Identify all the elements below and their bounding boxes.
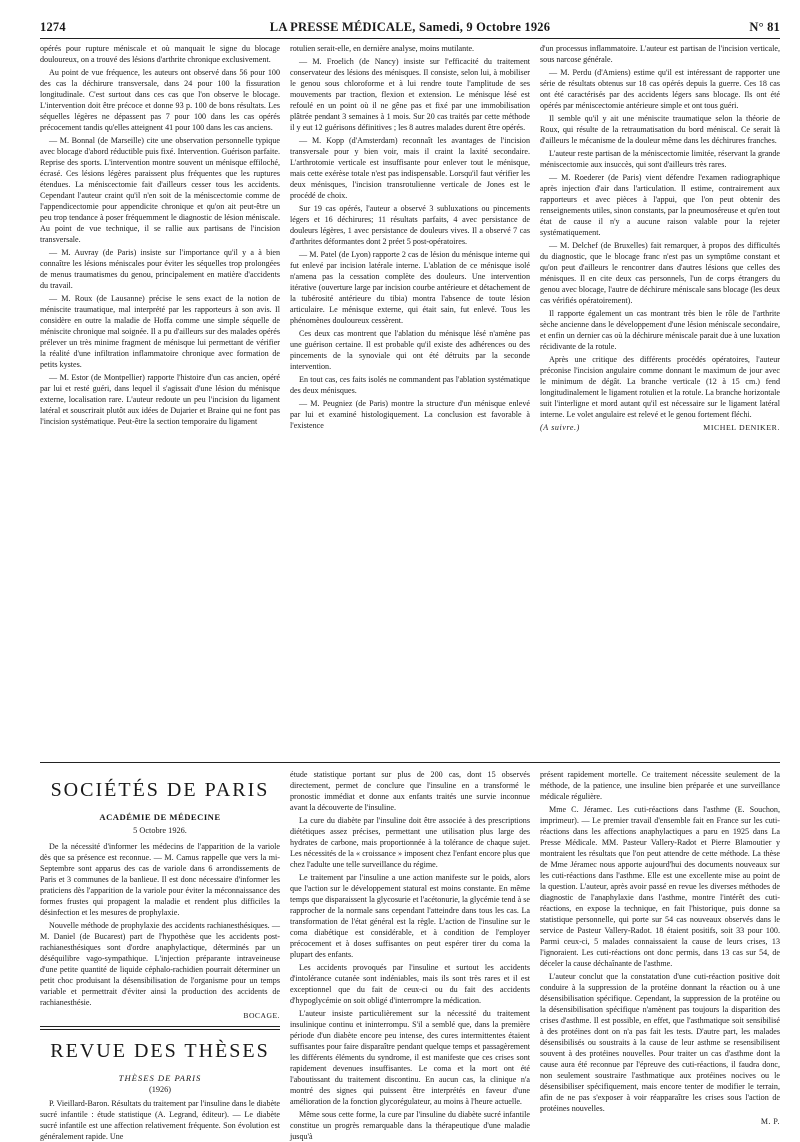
to-be-continued: (A suivre.) (540, 423, 580, 432)
paragraph: Le traitement par l'insuline a une action manifeste sur le poids, alors que l'action sur le développement statural est moins constante. En même temps que disparaissent la glycosurie et l'acétonurie, la glycémie tend à se rapprocher de la normale sans cependant l'atteindre dans tous les cas. La transformation de l'état général est la règle. L'action de l'insuline sur le coma diabétique est considérable, et à condition de l'employer précocement et à doses suffisantes on peut espérer tirer du coma la plupart des enfants. (290, 873, 530, 959)
paragraph: Nouvelle méthode de prophylaxie des accidents rachianesthésiques. — M. Daniel (de Bucarest) part de l'hypothèse que les accidents post-rachianesthésiques sont d'ordre anaphylactique, déterminés par un déséquilibre vago-sympathique. L'injection préparante intraveineuse d'une petite quantité de liquide céphalo-rachidien pourrait déterminer un petit choc produisant la désensibilisation de l'organisme pour un temps variable et permettrait d'éviter ainsi la production des accidents de rachianesthésie. (40, 921, 280, 1007)
paragraph: opérés pour rupture méniscale et où manquait le signe du blocage douloureux, on a trouvé des lésions d'arthrite chronique exclusivement. (40, 44, 280, 64)
academie-date: 5 Octobre 1926. (133, 826, 187, 835)
paragraph: L'auteur reste partisan de la méniscectomie limitée, réservant la grande méniscectomie aux insuccès, qui sont d'ailleurs très rares. (540, 149, 780, 169)
academie-signature: BOCAGE. (243, 1011, 280, 1020)
paragraph: — M. Roederer (de Paris) vient défendre l'examen radiographique après injection d'air dans l'articulation. Il estime, contrairement aux rapporteurs et avec pièces à l'appui, que l'on peut obtenir des renseignements utiles, sinon constants, par la pneumoséreuse et qu'en tout état de cause il n'y a aucune raison valable pour la rejeter systématiquement. (540, 173, 780, 237)
paragraph: La cure du diabète par l'insuline doit être associée à des prescriptions diététiques assez précises, permettant une utilisation plus large des hydrates de carbone, mais proportionnée à la tolérance de chaque sujet. Les nécessités de la « croissance » imposent chez l'enfant encore plus que chez l'adulte une telle surveillance du régime. (290, 816, 530, 869)
issue-number: N° 81 (749, 20, 780, 34)
paragraph: Il semble qu'il y ait une méniscite traumatique selon la théorie de Roux, qui résulte de la retraumatisation du bord méniscal. Ce serait là d'ailleurs le mécanisme de la douleur même dans les déchirures franches. (540, 114, 780, 145)
paragraph: P. Vieillard-Baron. Résultats du traitement par l'insuline dans le diabète sucré infantile : étude statistique (A. Legrand, éditeur). — Le diabète sucré infantile est une affection relativement fréquente. Son évolution est généralement rapide. Une (40, 1099, 280, 1141)
bottom-column-2 (290, 769, 530, 1141)
paragraph: Les accidents provoqués par l'insuline et surtout les accidents d'intolérance cutanée sont indéniables, mais ils sont très rares et il est exceptionnel que du fait de ceux-ci ou du fait des accidents d'hypoglycémie on soit obligé d'interrompre la médication. (290, 963, 530, 1005)
review-signature: M. P. (760, 1117, 780, 1126)
top-column-2 (290, 43, 530, 758)
theses-year: (1926) (148, 1085, 172, 1094)
paragraph: étude statistique portant sur plus de 200 cas, dont 15 observés directement, permet de conclure que l'insuline en a transformé le pronostic immédiat et donne aux enfants traités une survie inconnue avant la découverte de l'insuline. (290, 770, 530, 812)
paragraph: — M. Peugniez (de Paris) montre la structure d'un ménisque enlevé par lui et examiné histologiquement. La conclusion est favorable à l'existence (290, 399, 530, 430)
paragraph: — M. Perdu (d'Amiens) estime qu'il est intéressant de rapporter une série de résultats obtenus sur 18 cas opérés depuis la guerre. Ces 18 cas ont été caractérisés par des accidents légers sans blocage. Ils ont été opérés par méniscectomie antérieure simple et ont tous guéri. (540, 68, 780, 110)
bottom-section (40, 769, 780, 1141)
paragraph: — M. Roux (de Lausanne) précise le sens exact de la notion de méniscite traumatique, mal interprété par les rapporteurs à son avis. Il considère en outre la maladie de Hoffa comme une simple séquelle de méniscite chronique mal soignée. Il a pu d'ailleurs sur des malades opérés prélever un très minime fragment de ménisque lui permettant de vérifier la réalité d'une infiltration inflammatoire chronique avec formation de petits kystes. (40, 294, 280, 369)
paragraph: L'auteur conclut que la constatation d'une cuti-réaction positive doit conduire à la suppression de la protéine donnant la réaction ou à une désensibilisation spécifique. Cependant, la suppression de la protéine ou la désensibilisation spécifique n'amènent pas toujours la disparition des crises d'asthme. Il est possible, en effet, que l'asthmatique soit sensibilisé à des protéines dont on n'a pas fait les tests. D'autre part, les malades désensibilisés ou soustraits à la cause de leur asthme se resensibilisent souvent à des protéines nouvelles. Pour traiter un cas d'asthme dont la cause aura été reconnue par l'épreuve des cuti-réactions, il faudra donc, non seulement soustraire l'asthmatique aux protéines nocives ou le désensibiliser spécifiquement, mais encore tenter de modifier le terrain, afin de ne pas s'exposer à voir réapparaître les crises sous l'action de protéines nouvelles. (540, 972, 780, 1113)
revue-title: REVUE DES THÈSES (50, 1040, 270, 1062)
paragraph: — M. Bonnal (de Marseille) cite une observation personnelle typique avec blocage d'abord réductible puis fixé. Intervention. Guérison parfaite. Reprise des sports. L'intervention montre souvent un ménisque effiloché, écrasé. Ces lésions légères paraissent plus fréquentes que les ruptures étendues. La méniscectomie fait d'ailleurs cesser tous les accidents. Cependant l'auteur craint qu'il n'en soit de la méniscectomie comme de l'appendicectomie pour appendicite chronique et qu'on ait peut-être un peu trop tendance à poser fréquemment le diagnostic de lésion méniscale. Au point de vue technique, il se rallie aux partisans de l'incision transversale. (40, 136, 280, 244)
paragraph: — M. Auvray (de Paris) insiste sur l'importance qu'il y a à bien connaître les lésions méniscales pour éviter les séquelles trop prolongées de menus traumatismes du genou, principalement en matière d'accidents du travail. (40, 248, 280, 290)
paragraph: L'auteur insiste particulièrement sur la nécessité du traitement insulinique continu et ininterrompu. S'il a semblé que, dans la première période d'un diabète encore peu intense, des cures intermittentes étaient suffisantes pour faire disparaître pendant quelque temps et passagèrement les différents éléments du syndrome, il est manifeste que ces crises sont rapidement devenues insuffisantes. Le coma et la mort ont été l'aboutissant du traitement discontinu. En aucun cas, la clinique n'a montré des signes qui puissent être interprétés en faveur d'une amélioration de la fonction glycorégulateur, au moins à l'heure actuelle. (290, 1009, 530, 1106)
journal-title: LA PRESSE MÉDICALE, Samedi, 9 Octobre 1926 (269, 20, 551, 34)
bottom-column-1 (40, 769, 280, 1141)
paragraph: Ces deux cas montrent que l'ablation du ménisque lésé n'amène pas une guérison certaine. Il est probable qu'il existe des adhérences ou des pincements de la synoviale qui ont été détruits par la seconde intervention. (290, 329, 530, 371)
societes-title: SOCIÉTÉS DE PARIS (50, 779, 270, 801)
theses-heading: THÈSES DE PARIS (118, 1073, 202, 1083)
top-column-3 (540, 43, 780, 758)
paragraph: De la nécessité d'informer les médecins de l'apparition de la variole dès que sa présence est reconnue. — M. Camus rappelle que vers la mi-Septembre sont apparus des cas de variole dans 6 arrondissements de Paris et 3 communes de la banlieue. Il est donc nécessaire d'informer les praticiens dès l'apparition de la variole pour éviter la méconnaissance des formes frustes qui propagent la maladie et rendent plus difficiles la désinfection et les mesures de prophylaxie. (40, 842, 280, 917)
paragraph: rotulien serait-elle, en dernière analyse, moins mutilante. (290, 44, 475, 53)
paragraph: présent rapidement mortelle. Ce traitement nécessite seulement de la méthode, de la patience, une insuline bien préparée et une surveillance médicale régulière. (540, 770, 780, 801)
paragraph: d'un processus inflammatoire. L'auteur est partisan de l'incision verticale, sous narcose générale. (540, 44, 780, 64)
paragraph: Sur 19 cas opérés, l'auteur a observé 3 subluxations ou pincements légers et 16 déchirures; 11 résultats parfaits, 4 avec persistance de douleurs légères, 1 avec persistance de douleurs vives. Il a observé 7 cas d'arthrites déformantes dont 2 préet 5 post-opératoires. (290, 204, 530, 246)
top-column-1 (40, 43, 280, 758)
paragraph: — M. Patel (de Lyon) rapporte 2 cas de lésion du ménisque interne qui fut enlevé par incision latérale interne. L'ablation de ce ménisque isolé n'amena pas la cessation complète des douleurs. Une intervention itérative (ouverture large par incision courbe antérieure et détachement de la tubérosité antérieure du tibia) montra l'absence de toute lésion articulaire. Le ménisque externe, qui était sain, fut enlevé. Tous les phénomènes douloureux cessèrent. (290, 250, 530, 325)
paragraph: En tout cas, ces faits isolés ne commandent pas l'ablation systématique des deux ménisques. (290, 375, 530, 395)
paragraph: — M. Kopp (d'Amsterdam) reconnaît les avantages de l'incision transversale pour y bien voir, mais il craint la laxité secondaire. L'arthrotomie verticale est insuffisante pour enlever tout le ménisque, mais cette exérèse totale n'est pas indispensable. Lorsqu'il faut vérifier les deux ménisques, l'incision transrotulienne verticale de Jones est le procédé de choix. (290, 136, 530, 200)
academie-heading: ACADÉMIE DE MÉDECINE (99, 812, 221, 822)
author-signature: MICHEL DENIKER. (703, 423, 780, 432)
page-number: 1274 (40, 20, 66, 34)
top-section (40, 43, 780, 758)
paragraph: — M. Estor (de Montpellier) rapporte l'histoire d'un cas ancien, opéré par lui et resté guéri, dans lequel il s'agissait d'une lésion du ménisque externe, localisation rare. L'auteur redoute un peu l'incision du ligament latéral et souscrirait plutôt aux idées de Dujarier et Braine qui ne font pas l'incision systématique. Peut-être la section temporaire du ligament (40, 373, 280, 426)
paragraph: — M. Froelich (de Nancy) insiste sur l'efficacité du traitement conservateur des lésions des ménisques. Il consiste, selon lui, à mobiliser le genou sous chloroforme et à lui rendre toute l'amplitude de ses mouvements par traction, flexion et extension. Le ménisque lésé est refoulé en un point où il ne gêne pas et fixé par une immobilisation plâtrée pendant 3 semaines à 1 mois. Sur 20 cas traités par cette méthode il y eut 12 guérisons définitives ; les 8 autres malades durent être opérés. (290, 57, 530, 132)
page-header (40, 18, 780, 39)
newspaper-page (40, 18, 780, 1141)
bottom-column-3 (540, 769, 780, 1126)
paragraph: Au point de vue fréquence, les auteurs ont observé dans 56 pour 100 des cas la déchirure transversale, dans 24 pour 100 la fissuration longitudinale. C'est surtout dans ces cas que l'on observe le blocage. L'intervention doit être précoce et donne 93 p. 100 de bons résultats. Les séquelles légères ne dépassent pas 7 pour 100 dans les cas opérés précocement tandis qu'elles atteignent 41 pour 100 dans les cas anciens. (40, 68, 280, 132)
article-signature (540, 423, 780, 432)
paragraph: Il rapporte également un cas montrant très bien le rôle de l'arthrite sèche ancienne dans le développement d'une lésion méniscale secondaire, et enfin un dernier cas où la déchirure méniscale parait due à une luxation récidivante de la rotule. (540, 309, 780, 351)
paragraph: Après une critique des différents procédés opératoires, l'auteur préconise l'incision angulaire comme donnant le maximum de jour avec le minimum de dégât. La branche verticale (12 à 15 cm.) fend longitudinalement le ligament rotulien et la rotule. La branche horizontale suit l'interligne et mord autant qu'il est nécessaire sur le ligament latéral interne. Le volet angulaire est relevé et le genou fortement fléchi. (540, 355, 780, 419)
double-rule (40, 1026, 280, 1030)
paragraph: Mme C. Jéramec. Les cuti-réactions dans l'asthme (E. Souchon, imprimeur). — Le premier travail d'ensemble fait en France sur les cuti-réactions dans les affections anaphylactiques a paru en 1925 dans La Presse Médicale. MM. Pasteur Vallery-Radot et Pierre Blamoutier y montraient les résultats que l'on peut attendre de cette méthode. La thèse de Mme Jéramec nous apporte aujourd'hui des documents nouveaux sur les cuti-réactions dans l'asthme. Elle est une excellente mise au point de la question. L'auteur, après avoir passé en revue les diverses méthodes de diagnostic de l'anaphylaxie dans l'asthme, montre l'intérêt des cuti-réactions, en expose la technique, en fait l'historique, puis donne sa statistique personnelle, qui porte sur 54 cas nouveaux observés dans le service de Pasteur Vallery-Radot. 18 étaient positifs, soit 33 pour 100. Parmi ceux-ci, 5 malades connaissaient la cause de leurs crises, 13 l'ignoraient. Les cuti-réactions ont donc permis, dans 13 cas sur 54, de déceler la cause déchaînante de l'asthme. (540, 805, 780, 968)
paragraph: — M. Delchef (de Bruxelles) fait remarquer, à propos des difficultés du diagnostic, que le blocage franc n'est pas un symptôme constant et qu'on peut d'ailleurs le rencontrer dans d'autres lésions que celles des ménisques. Il en cite deux cas personnels, l'un de corps étrangers du genou avec blocage, l'autre de déchirure méniscale sans blocage (les deux cas vérifiés opératoirement). (540, 241, 780, 305)
paragraph: Même sous cette forme, la cure par l'insuline du diabète sucré infantile constitue un progrès remarquable dans la thérapeutique d'une maladie jusqu'à (290, 1110, 530, 1141)
section-divider (40, 762, 780, 763)
